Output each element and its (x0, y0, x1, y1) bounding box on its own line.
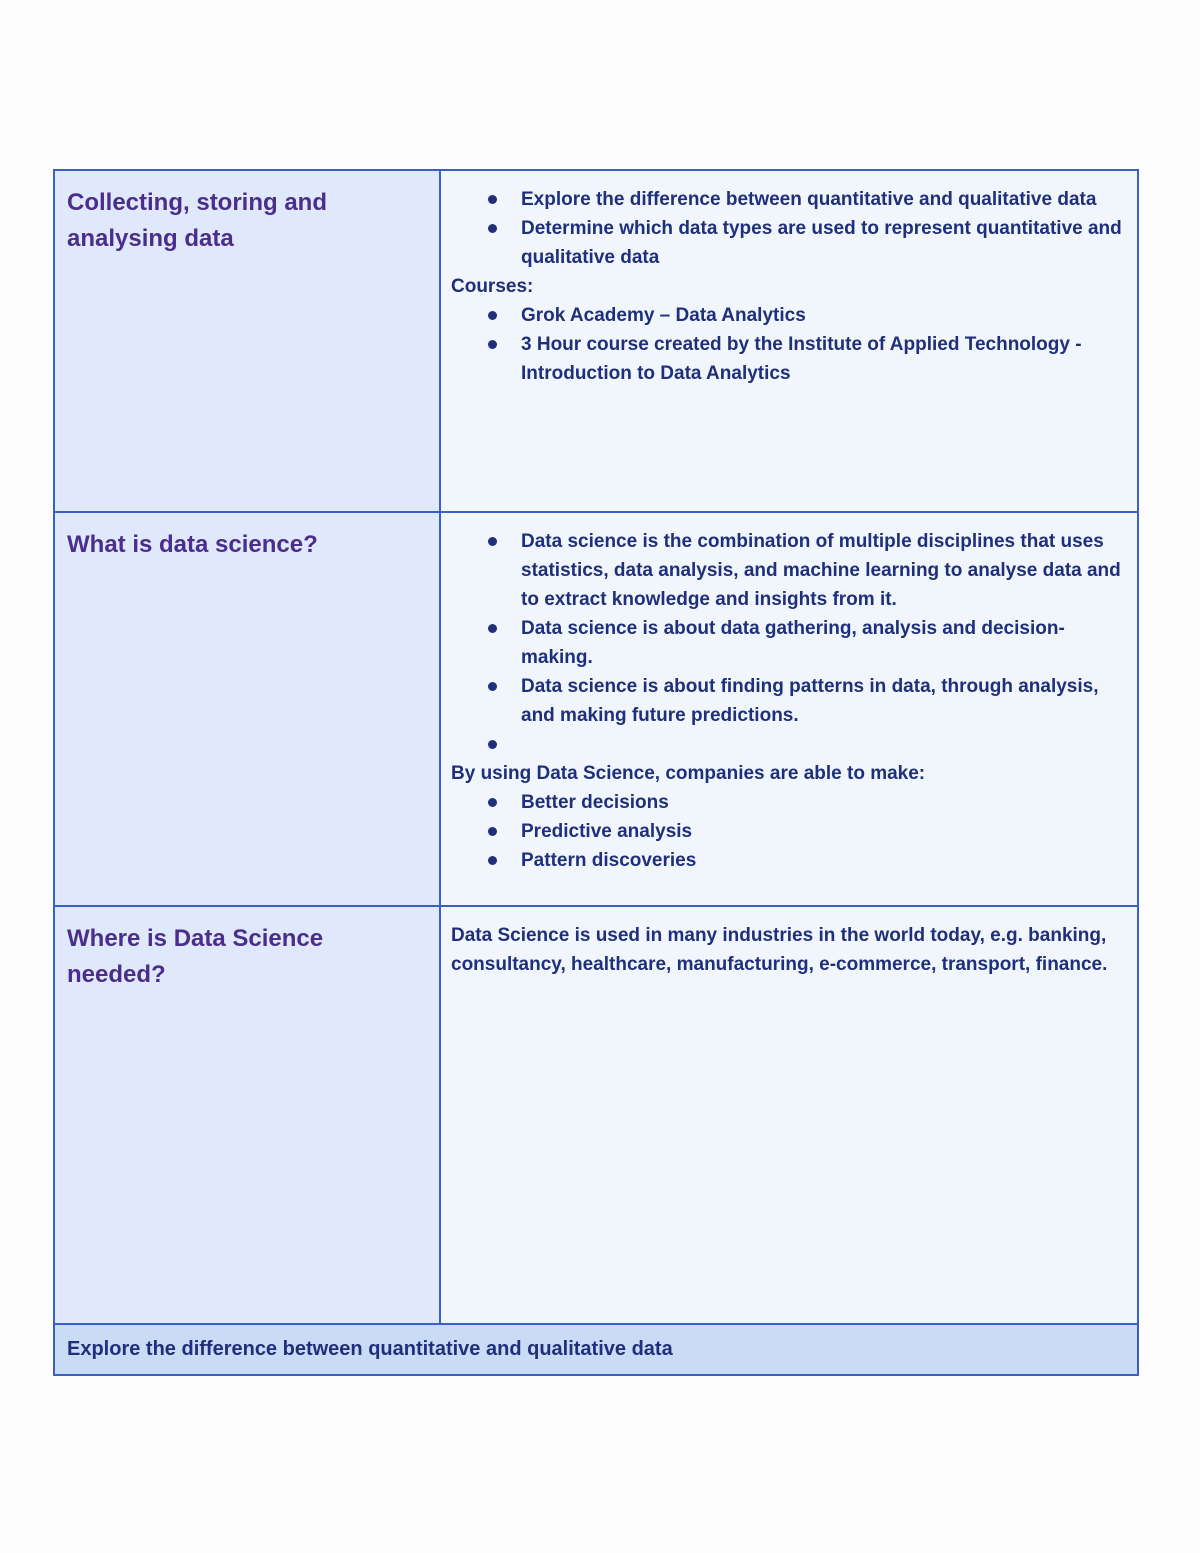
list-item-text: Data science is about data gathering, analysis and decision-making. (521, 618, 1065, 668)
list-item-text: Pattern discoveries (521, 850, 697, 871)
courses-label: Courses: (451, 276, 534, 297)
topic-cell (55, 171, 441, 511)
list-item (451, 527, 1127, 614)
topic-heading: What is data science? (67, 531, 318, 558)
sub-bullet-list (451, 788, 1127, 875)
list-item (451, 214, 1127, 272)
bullet-icon (488, 224, 497, 233)
bullet-list (451, 527, 1127, 759)
list-item-text: Data science is the combination of multiple disciplines that uses statistics, data analysis, and machine learning to analyse data and to extract knowledge and insights from it. (521, 531, 1121, 610)
content-cell (441, 171, 1137, 511)
table-row (55, 907, 1137, 1325)
list-item-text: Grok Academy – Data Analytics (521, 305, 806, 326)
table-row (55, 513, 1137, 907)
bullet-icon (488, 340, 497, 349)
bullet-icon (488, 311, 497, 320)
bullet-icon (488, 682, 497, 691)
list-item-text: Explore the difference between quantitative and qualitative data (521, 189, 1097, 210)
list-item (451, 672, 1127, 730)
paragraph: Data Science is used in many industries in the world today, e.g. banking, consultancy, healthcare, manufacturing, e-commerce, transport, finance. (451, 925, 1108, 975)
list-item-text: Predictive analysis (521, 821, 693, 842)
list-item (451, 846, 1127, 875)
content-cell (441, 907, 1137, 1323)
list-item (451, 301, 1127, 330)
topic-cell (55, 513, 441, 905)
list-item (451, 614, 1127, 672)
bullet-icon (488, 827, 497, 836)
bullet-list (451, 185, 1127, 272)
content-cell (441, 513, 1137, 905)
topic-heading: Where is Data Science needed? (67, 925, 324, 988)
topic-table (53, 169, 1139, 1376)
list-item (451, 330, 1127, 388)
bullet-icon (488, 537, 497, 546)
list-item-text: Data science is about finding patterns in data, through analysis, and making future predictions. (521, 676, 1099, 726)
bullet-icon (488, 856, 497, 865)
topic-cell (55, 907, 441, 1323)
list-item (451, 817, 1127, 846)
bullet-icon (488, 798, 497, 807)
list-item (451, 788, 1127, 817)
list-item-text: 3 Hour course created by the Institute of Applied Technology - Introduction to Data Analytics (521, 334, 1082, 384)
bullet-icon (488, 624, 497, 633)
list-item-text: Determine which data types are used to represent quantitative and qualitative data (521, 218, 1122, 268)
list-item (451, 730, 1127, 759)
list-item (451, 185, 1127, 214)
footer-row (55, 1325, 1137, 1374)
topic-heading: Collecting, storing and analysing data (67, 189, 328, 252)
table-row (55, 171, 1137, 513)
bullet-icon (488, 740, 497, 749)
bullet-icon (488, 195, 497, 204)
footer-text: Explore the difference between quantitative and qualitative data (67, 1338, 673, 1360)
sub-label: By using Data Science, companies are able to make: (451, 763, 926, 784)
courses-list (451, 301, 1127, 388)
list-item-text: Better decisions (521, 792, 669, 813)
